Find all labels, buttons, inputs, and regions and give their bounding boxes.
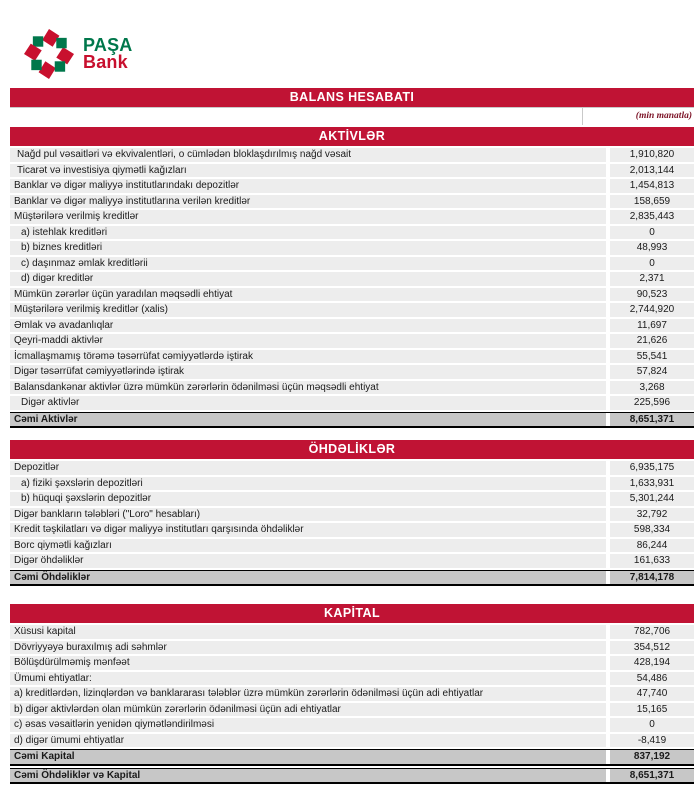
row-label: Bölüşdürülməmiş mənfəət	[10, 656, 606, 670]
report-title-bar	[10, 88, 694, 107]
table-row	[10, 179, 694, 193]
row-value: 2,371	[610, 272, 694, 286]
row-label: Digər bankların tələbləri ("Loro" hesabları)	[10, 508, 606, 522]
table-row	[10, 195, 694, 209]
row-label: c) əsas vəsaitlərin yenidən qiymətləndirilməsi	[10, 718, 606, 732]
row-value: 2,744,920	[610, 303, 694, 317]
brand-wordmark	[83, 34, 133, 72]
row-value: 354,512	[610, 641, 694, 655]
table-row	[10, 381, 694, 395]
table-row	[10, 703, 694, 717]
row-label: Borc qiymətli kağızları	[10, 539, 606, 553]
row-label: d) digər ümumi ehtiyatlar	[10, 734, 606, 748]
row-value: 837,192	[610, 750, 694, 764]
row-value: 48,993	[610, 241, 694, 255]
row-value: 0	[610, 718, 694, 732]
row-label: c) daşınmaz əmlak kreditlərii	[10, 257, 606, 271]
row-label: Xüsusi kapital	[10, 625, 606, 639]
table-row	[10, 477, 694, 491]
row-value: 0	[610, 257, 694, 271]
row-value: 158,659	[610, 195, 694, 209]
row-label: Mümkün zərərlər üçün yaradılan məqsədli ehtiyat	[10, 288, 606, 302]
row-label: a) fiziki şəxslərin depozitləri	[10, 477, 606, 491]
row-value: 2,013,144	[610, 164, 694, 178]
row-label: b) hüquqi şəxslərin depozitlər	[10, 492, 606, 506]
section-kapital	[10, 604, 694, 784]
row-label: Ümumi ehtiyatlar:	[10, 672, 606, 686]
section-header-kapital: KAPİTAL	[10, 604, 694, 623]
row-label: Cəmi Kapital	[10, 750, 606, 764]
row-value: 161,633	[610, 554, 694, 568]
section-header-ohdalikler: ÖHDƏLİKLƏR	[10, 440, 694, 459]
row-label: Ticarət və investisiya qiymətli kağızları	[10, 164, 606, 178]
row-value: 54,486	[610, 672, 694, 686]
brand-name-bottom: Bank	[83, 52, 128, 72]
table-row	[10, 148, 694, 162]
row-label: Qeyri-maddi aktivlər	[10, 334, 606, 348]
table-row	[10, 350, 694, 364]
row-value: 0	[610, 226, 694, 240]
table-row	[10, 319, 694, 333]
table-row	[10, 164, 694, 178]
row-label: Dövriyyəyə buraxılmış adi səhmlər	[10, 641, 606, 655]
row-value: 55,541	[610, 350, 694, 364]
row-value: -8,419	[610, 734, 694, 748]
row-value: 1,454,813	[610, 179, 694, 193]
row-label: Depozitlər	[10, 461, 606, 475]
section-header-aktivler: AKTİVLƏR	[10, 127, 694, 146]
report-body	[0, 88, 700, 784]
row-label: Cəmi Öhdəliklər	[10, 571, 606, 585]
bank-logo	[0, 0, 700, 88]
table-row	[10, 241, 694, 255]
row-value: 428,194	[610, 656, 694, 670]
row-label: Kredit təşkilatları və digər maliyyə institutları qarşısında öhdəliklər	[10, 523, 606, 537]
row-label: Cəmi Aktivlər	[10, 413, 606, 427]
table-row	[10, 718, 694, 732]
row-value: 2,835,443	[610, 210, 694, 224]
table-row	[10, 272, 694, 286]
section-aktivler	[10, 127, 694, 428]
table-row	[10, 656, 694, 670]
row-value: 86,244	[610, 539, 694, 553]
row-value: 90,523	[610, 288, 694, 302]
row-label: Müştərilərə verilmiş kreditlər (xalis)	[10, 303, 606, 317]
row-label: b) digər aktivlərdən olan mümkün zərərlərin ödənilməsi üçün adi ehtiyatlar	[10, 703, 606, 717]
row-value: 8,651,371	[610, 769, 694, 783]
row-label: İcmallaşmamış törəmə təsərrüfat cəmiyyətlərdə iştirak	[10, 350, 606, 364]
row-value: 598,334	[610, 523, 694, 537]
row-value: 11,697	[610, 319, 694, 333]
row-label: Müştərilərə verilmiş kreditlər	[10, 210, 606, 224]
row-label: a) istehlak kreditləri	[10, 226, 606, 240]
row-value: 3,268	[610, 381, 694, 395]
table-row	[10, 734, 694, 748]
row-value: 32,792	[610, 508, 694, 522]
table-row	[10, 492, 694, 506]
row-label: Əmlak və avadanlıqlar	[10, 319, 606, 333]
total-row	[10, 749, 694, 766]
row-label: Digər təsərrüfat cəmiyyətlərində iştirak	[10, 365, 606, 379]
row-label: b) biznes kreditləri	[10, 241, 606, 255]
table-row	[10, 365, 694, 379]
table-row	[10, 334, 694, 348]
row-label: Banklar və digər maliyyə institutlarına verilən kreditlər	[10, 195, 606, 209]
row-value: 15,165	[610, 703, 694, 717]
table-row	[10, 210, 694, 224]
section-ohdalikler	[10, 440, 694, 586]
table-row	[10, 625, 694, 639]
row-label: Nağd pul vəsaitləri və ekvivalentləri, o cümlədən bloklaşdırılmış nağd vəsait	[10, 148, 606, 162]
row-value: 21,626	[610, 334, 694, 348]
row-value: 47,740	[610, 687, 694, 701]
row-value: 6,935,175	[610, 461, 694, 475]
table-row	[10, 288, 694, 302]
sections	[10, 127, 694, 784]
row-value: 57,824	[610, 365, 694, 379]
row-value: 782,706	[610, 625, 694, 639]
table-row	[10, 257, 694, 271]
total-row	[10, 768, 694, 785]
report-title: BALANS HESABATI	[289, 90, 415, 104]
total-row	[10, 412, 694, 429]
table-row	[10, 508, 694, 522]
pasha-bank-logo-icon	[24, 29, 74, 79]
row-label: Digər öhdəliklər	[10, 554, 606, 568]
table-row	[10, 226, 694, 240]
row-value: 1,910,820	[610, 148, 694, 162]
table-row	[10, 523, 694, 537]
row-value: 5,301,244	[610, 492, 694, 506]
row-value: 1,633,931	[610, 477, 694, 491]
row-label: a) kreditlərdən, lizinqlərdən və banklararası tələblər üzrə mümkün zərərlərin ödənilməsi üçün adi ehtiyatlar	[10, 687, 606, 701]
table-row	[10, 641, 694, 655]
row-value: 8,651,371	[610, 413, 694, 427]
unit-note-row	[10, 107, 694, 124]
row-value: 225,596	[610, 396, 694, 410]
table-row	[10, 396, 694, 410]
table-row	[10, 672, 694, 686]
unit-note: (min manatla)	[582, 108, 694, 125]
row-label: Balansdankənar aktivlər üzrə mümkün zərərlərin ödənilməsi üçün məqsədli ehtiyat	[10, 381, 606, 395]
table-row	[10, 539, 694, 553]
total-row	[10, 570, 694, 587]
table-row	[10, 303, 694, 317]
row-value: 7,814,178	[610, 571, 694, 585]
row-label: Banklar və digər maliyyə institutlarındakı depozitlər	[10, 179, 606, 193]
brand-name-top: PAŞA	[83, 34, 133, 55]
row-label: d) digər kreditlər	[10, 272, 606, 286]
row-label: Digər aktivlər	[10, 396, 606, 410]
row-label: Cəmi Öhdəliklər və Kapital	[10, 769, 606, 783]
table-row	[10, 554, 694, 568]
table-row	[10, 461, 694, 475]
table-row	[10, 687, 694, 701]
